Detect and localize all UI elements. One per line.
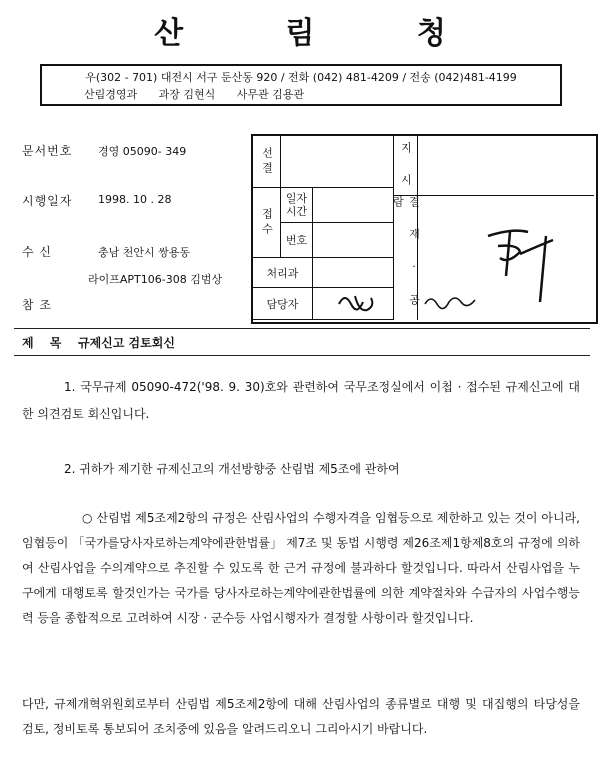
jeop-su-cell: 접 수 (253, 188, 281, 258)
divider-bottom (14, 355, 590, 356)
instruction-space (418, 136, 594, 196)
seon-gyeol-cell: 선 결 (253, 136, 281, 188)
processor-space (313, 258, 394, 288)
letterhead-box (40, 64, 562, 106)
staff-line (84, 86, 322, 102)
recipient-line1: 충남 천안시 쌍용동 (98, 246, 191, 259)
officer: 사무관 김용관 (236, 88, 305, 101)
department: 산림경영과 (84, 88, 138, 101)
address-line: 우(302 - 701) 대전시 서구 둔산동 920 / 전화 (042) 481-4209 / 전송 (042)481-4199 (85, 71, 517, 84)
paragraph-2: 2. 귀하가 제기한 규제신고의 개선방향중 산림법 제5조에 관하여 (64, 462, 400, 476)
paragraph-4: 다만, 규제개혁위원회로부터 산림법 제5조제2항에 대해 산림사업의 종류별로 대행 및 대집행의 타당성을 검토, 정비토록 통보되어 조치중에 있음을 알려드리오니 그리아시기 바랍니다. (22, 697, 580, 736)
date-label: 시행일자 (22, 194, 73, 208)
approval-cell: 결 재 · 공 람 (394, 196, 418, 320)
approval-table (251, 134, 598, 324)
date-time-space (313, 188, 394, 223)
recipient-label: 수 신 (22, 245, 52, 259)
paragraph-3: ○ 산림법 제5조제2항의 규정은 산림사업의 수행자격을 임협등으로 제한하고 있는 것이 아니라, 임협등이 「국가를당사자로하는계약에관한법률」 제7조 및 동법 시행령 제26조제1항제8호의 규정에 의하여 산림사업을 수의계약으로 추진할 수 있도록 한 근거 규정에 불과하다 할것입니다. 따라서 산림사업을 누구에게 대행토록 할것인가는 국가를 당사자로하는계약에관한법률에 의한 계약절차와 수급자의 사업수행능력 등을 종합적으로 고려하여 시장 · 군수등 사업시행자가 결정할 사항이라 할것입니다. (22, 511, 580, 625)
org-title: 산 림 청 (154, 16, 492, 51)
subject-label: 제 목 (22, 336, 68, 350)
seon-gyeol-space (281, 136, 394, 188)
number-cell: 번호 (281, 223, 313, 258)
recipient-line2: 라이프APT106-308 김범상 (88, 273, 223, 286)
processor-cell: 처리과 (253, 258, 313, 288)
staff-signature (333, 290, 383, 320)
date-value: 1998. 10 . 28 (98, 193, 172, 206)
doc-no-label: 문서번호 (22, 144, 73, 158)
subject-value: 규제신고 검토회신 (78, 336, 175, 350)
divider-top (14, 328, 590, 329)
ref-label: 참 조 (22, 298, 52, 312)
paragraph-1: 1. 국무규제 05090-472('98. 9. 30)호와 관련하여 국무조정실에서 이첩 · 접수된 규제신고에 대한 의견검토 회신입니다. (22, 380, 580, 421)
staff-cell: 담당자 (253, 288, 313, 320)
review-signature (421, 286, 481, 316)
doc-no-value: 경영 05090- 349 (98, 145, 187, 158)
number-space (313, 223, 394, 258)
director: 과장 김현식 (158, 88, 216, 101)
date-time-cell: 일자 시간 (281, 188, 313, 223)
instruction-cell: 지 시 (394, 136, 418, 196)
